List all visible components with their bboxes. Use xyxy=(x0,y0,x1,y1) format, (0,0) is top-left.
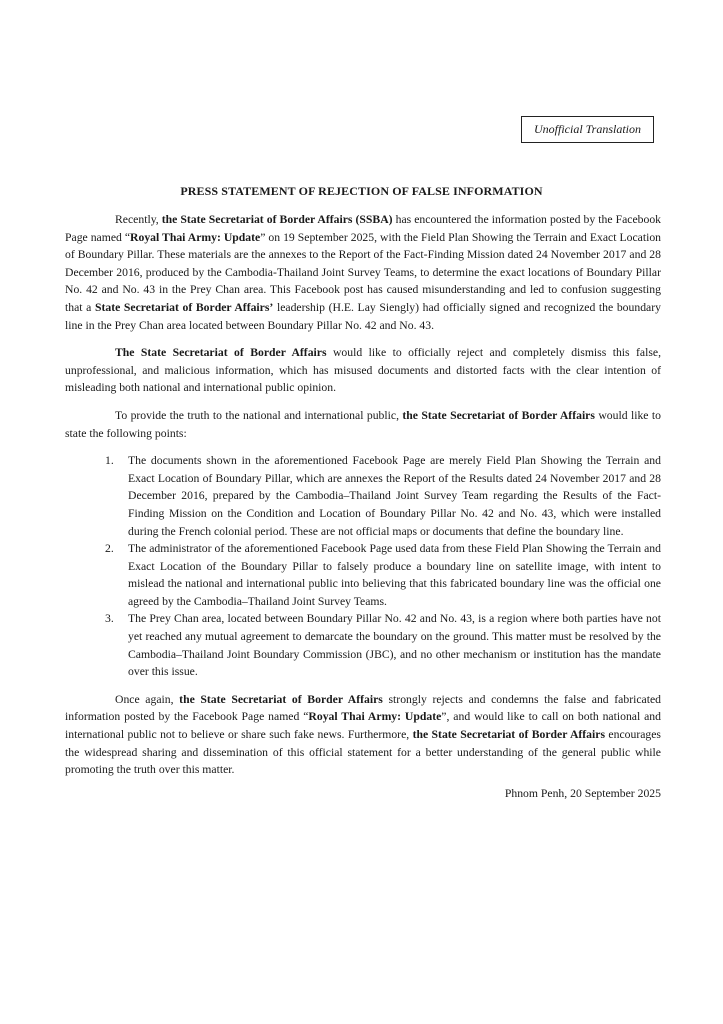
text-segment: has encountered the information posted by the Facebook Page named “ xyxy=(65,213,662,244)
unofficial-translation-label: Unofficial Translation xyxy=(521,116,654,143)
paragraph-rejection xyxy=(65,344,661,397)
place-and-date: Phnom Penh, 20 September 2025 xyxy=(504,786,661,800)
bold-segment: the State Secretariat of Border Affairs xyxy=(402,408,595,422)
bold-segment: the State Secretariat of Border Affairs xyxy=(412,728,606,742)
document-body xyxy=(65,211,661,802)
list-item-number: 3. xyxy=(105,612,114,626)
text-segment: ” on 19 September 2025, with the Field Plan Showing the Terrain and Exact Location of Boundary Pillar. These materials are the annexes to the Report of the Fact-Finding Mission dated 24 November 2017 and 28 December 2016, produced by the Cambodia-Thailand Joint Survey Teams, to determine the exact locations of Boundary Pillar No. 42 and No. 43 in the Prey Chan area. This Facebook post has caused misunderstanding and led to confusion suggesting that a xyxy=(65,230,662,314)
bold-segment: The State Secretariat of Border Affairs xyxy=(115,346,327,360)
list-item xyxy=(65,452,661,540)
paragraph-intro xyxy=(65,211,661,334)
list-item-number: 1. xyxy=(105,454,114,468)
text-segment: would like to officially reject and completely dismiss this false, unprofessional, and malicious information, which has misused documents and distorted facts with the clear intention of misleading both national and international public opinion. xyxy=(65,346,661,395)
text-segment: encourages the widespread sharing and dissemination of this official statement for a better understanding of the general public while promoting the truth over this matter. xyxy=(65,728,661,777)
text-segment: ”, and would like to call on both national and international public not to believe or share such fake news. Furthermore, xyxy=(65,710,661,742)
text-segment: would like to state the following points: xyxy=(65,408,661,440)
bold-segment: the State Secretariat of Border Affairs xyxy=(179,692,383,706)
paragraph-conclusion xyxy=(65,691,661,779)
list-item-number: 2. xyxy=(105,542,114,556)
list-item-text: The Prey Chan area, located between Boundary Pillar No. 42 and No. 43, is a region where both parties have not yet reached any mutual agreement to demarcate the boundary on the ground. This matter must be resolved by the Cambodia–Thailand Joint Boundary Commission (JBC), and no other mechanism or institution has the mandate over this issue. xyxy=(128,612,661,679)
text-segment: To provide the truth to the national and international public, xyxy=(115,408,403,422)
points-list xyxy=(65,452,661,681)
bold-segment: the State Secretariat of Border Affairs (SSBA) xyxy=(161,213,393,226)
bold-segment: Royal Thai Army: Update xyxy=(308,710,442,724)
bold-segment: State Secretariat of Border Affairs’ xyxy=(94,300,274,314)
bold-segment: Royal Thai Army: Update xyxy=(130,230,261,244)
text-segment: Once again, xyxy=(115,692,180,706)
list-item xyxy=(65,610,661,680)
paragraph-points-intro xyxy=(65,407,661,442)
document-title: PRESS STATEMENT OF REJECTION OF FALSE INFORMATION xyxy=(180,184,543,198)
text-segment: strongly rejects and condemns the false and fabricated information posted by the Facebook Page named “ xyxy=(65,692,661,724)
list-item-text: The documents shown in the aforementioned Facebook Page are merely Field Plan Showing the Terrain and Exact Location of Boundary Pillar, which are annexes the Report of the Results dated 24 November 2017 and 28 December 2016, prepared by the Cambodia–Thailand Joint Survey Team regarding the Results of the Fact-Finding Mission on the Condition and Location of Boundary Pillar No. 42 and No. 43, which were installed during the French colonial period. These are not official maps or documents that define the boundary line. xyxy=(128,454,661,538)
text-segment: Recently, xyxy=(115,213,162,226)
list-item-text: The administrator of the aforementioned Facebook Page used data from these Field Plan Showing the Terrain and Exact Location of the Boundary Pillar to falsely produce a boundary line on satellite image, with intent to mislead the national and international public into believing that this fabricated boundary line was the official one agreed by the Cambodia–Thailand Joint Survey Teams. xyxy=(128,542,661,608)
text-segment: leadership (H.E. Lay Siengly) had officially signed and recognized the boundary line in the Prey Chan area located between Boundary Pillar No. 42 and No. 43. xyxy=(65,300,661,332)
list-item xyxy=(65,540,661,610)
